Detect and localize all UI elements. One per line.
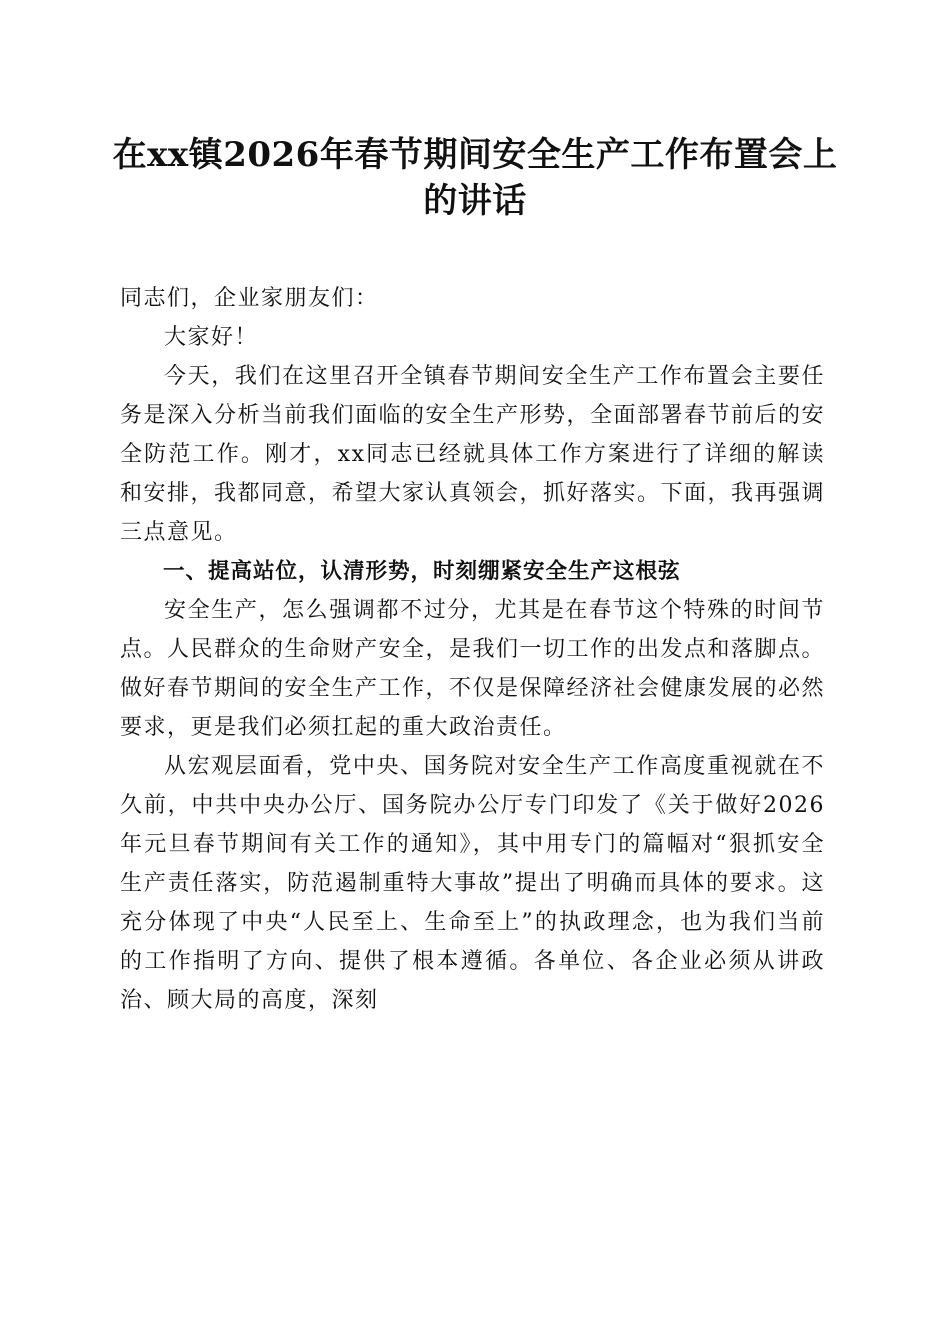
document-body	[120, 279, 825, 1020]
paragraph-safety-importance: 安全生产，怎么强调都不过分，尤其是在春节这个特殊的时间节点。人民群众的生命财产安全，是我们一切工作的出发点和落脚点。做好春节期间的安全生产工作，不仅是保障经济社会健康发展的必然要求，更是我们必须扛起的重大政治责任。	[120, 598, 826, 740]
section-heading-1: 一、提高站位，认清形势，时刻绷紧安全生产这根弦	[163, 559, 681, 584]
paragraph-intro: 今天，我们在这里召开全镇春节期间安全生产工作布置会主要任务是深入分析当前我们面临的安全生产形势，全面部署春节前后的安全防范工作。刚才，xx同志已经就具体工作方案进行了详细的解读和安排，我都同意，希望大家认真领会，抓好落实。下面，我再强调三点意见。	[120, 364, 826, 545]
greeting: 大家好！	[164, 325, 259, 350]
salutation: 同志们，企业家朋友们：	[120, 286, 379, 311]
document-title: 在xx镇2026年春节期间安全生产工作布置会上的讲话	[112, 135, 838, 221]
paragraph-macro-level: 从宏观层面看，党中央、国务院对安全生产工作高度重视就在不久前，中共中央办公厅、国务院办公厅专门印发了《关于做好2026年元旦春节期间有关工作的通知》，其中用专门的篇幅对“狠抓安全生产责任落实，防范遏制重特大事故”提出了明确而具体的要求。这充分体现了中央“人民至上、生命至上”的执政理念，也为我们当前的工作指明了方向、提供了根本遵循。各单位、各企业必须从讲政治、顾大局的高度，深刻	[120, 754, 825, 1013]
